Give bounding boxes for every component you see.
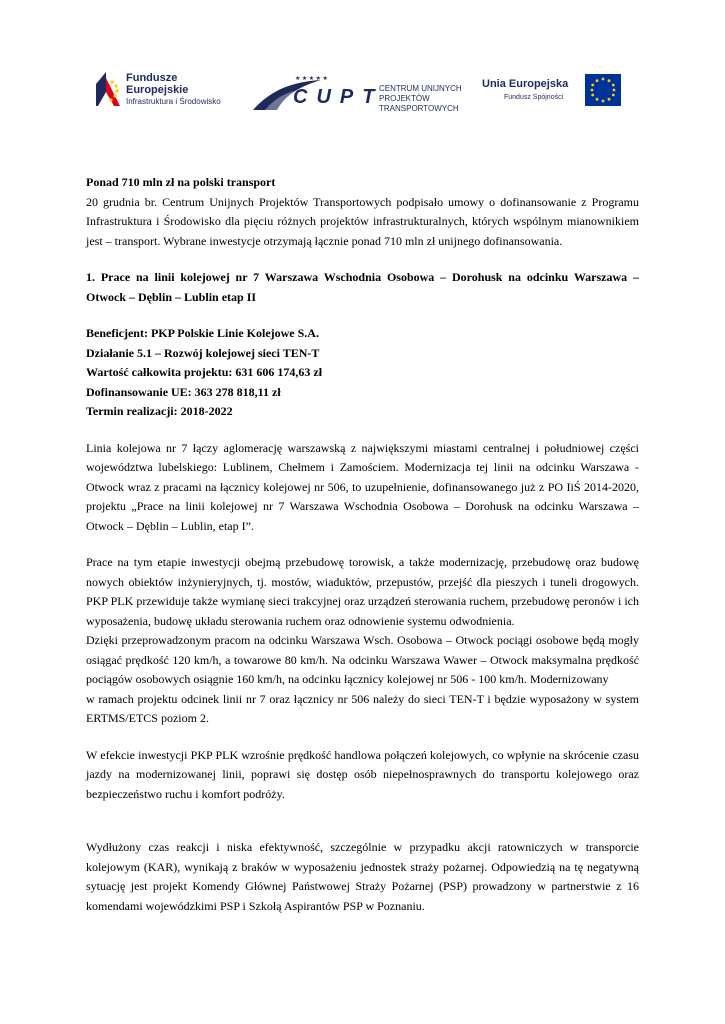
fe-emblem-icon <box>94 70 122 108</box>
fundusze-europejskie-logo <box>94 70 224 112</box>
detail-beneficiary: Beneficjent: PKP Polskie Linie Kolejowe S.A. <box>86 326 319 340</box>
detail-eu-funding: Dofinansowanie UE: 363 278 818,11 zł <box>86 384 281 399</box>
cupt-name-line1: CENTRUM UNIJNYCH <box>379 84 462 93</box>
paragraph-fire-service: Wydłużony czas reakcji i niska efektywność, szczególnie w przypadku akcji ratowniczych w transporcie kolejowym (KAR), wynikają z braków w wyposażeniu jednostek straży pożarnej. Odpowiedzią na tę negatywną sytuację jest projekt Komendy Głównej Państwowej Straży Pożarnej (PSP) prowadzony w partnerstwie z 16 komendami wojewódzkimi PSP i Szkołą Aspirantów PSP w Poznaniu. <box>86 840 639 913</box>
ue-line1: Unia Europejska <box>482 78 569 90</box>
paragraph-works-scope: Prace na tym etapie inwestycji obejmą przebudowę torowisk, a także modernizację, przebudowę oraz budowę nowych obiektów inżynieryjnych, tj. mostów, wiaduktów, przepustów, przejść dla pieszych i tuneli drogowych. PKP PLK przewiduje także wymianę sieci trakcyjnej oraz urządzeń sterowania ruchem, przebudowę peronów i ich wyposażenia, budowę układu sterowania ruchem oraz odnowienie systemu odwodnienia. <box>86 555 639 628</box>
document-body <box>86 173 639 916</box>
fe-line1: Fundusze <box>126 72 178 84</box>
eu-flag-icon <box>585 74 621 106</box>
cupt-acronym: CUPT <box>293 86 384 108</box>
project-1-details <box>86 324 639 422</box>
project-1-heading: 1. Prace na linii kolejowej nr 7 Warszawa Wschodnia Osobowa – Dorohusk na odcinku Warszawa – Otwock – Dęblin – Lublin etap II <box>86 270 639 304</box>
intro-paragraph: 20 grudnia br. Centrum Unijnych Projektów Transportowych podpisało umowy o dofinansowanie z Programu Infrastruktura i Środowisko dla pięciu różnych projektów infrastrukturalnych, których wspólnym mianownikiem jest – transport. Wybrane inwestycje otrzymają łącznie ponad 710 mln zł unijnego dofinansowania. <box>86 194 639 248</box>
cupt-logo <box>251 72 461 112</box>
detail-action: Działanie 5.1 – Rozwój kolejowej sieci TEN-T <box>86 345 320 360</box>
detail-total-value: Wartość całkowita projektu: 631 606 174,63 zł <box>86 365 323 379</box>
article-title: Ponad 710 mln zł na polski transport <box>86 175 276 189</box>
cupt-name-line2: PROJEKTÓW TRANSPORTOWYCH <box>379 94 459 113</box>
paragraph-speeds: Dzięki przeprowadzonym pracom na odcinku Warszawa Wsch. Osobowa – Otwock pociągi osobowe będą mogły osiągać prędkość 120 km/h, a towarowe 80 km/h. Na odcinku Warszawa Wawer – Otwock maksymalna prędkość pociągów osobowych osiągnie 160 km/h, na odcinku łącznicy kolejowej nr 506 - 100 km/h. Modernizowany <box>86 633 639 686</box>
ue-line2: Fundusz Spójności <box>504 94 564 101</box>
logo-bar <box>0 66 725 116</box>
fe-line2: Europejskie <box>126 84 189 96</box>
svg-text:★ ★ ★ ★ ★: ★ ★ ★ ★ ★ <box>295 76 328 82</box>
unia-europejska-logo <box>482 72 622 112</box>
paragraph-effects: W efekcie inwestycji PKP PLK wzrośnie prędkość handlowa połączeń kolejowych, co wpłynie na skrócenie czasu jazdy na modernizowanej linii, poprawi się dostęp osób niepełnosprawnych do transportu kolejowego oraz bezpieczeństwo ruchu i komfort podróży. <box>86 747 639 801</box>
paragraph-line-7: Linia kolejowa nr 7 łączy aglomerację warszawską z największymi miastami centralnej i południowej części województwa lubelskiego: Lublinem, Chełmem i Zamościem. Modernizacja tej linii na odcinku Warszawa - Otwock wraz z pracami na łącznicy kolejowej nr 506, to uzupełnienie, dofinansowanego już z PO IiŚ 2014-2020, projektu „Prace na linii kolejowej nr 7 Warszawa Wschodnia Osobowa – Dorohusk na odcinku Warszawa – Otwock – Dęblin – Lublin, etap I”. <box>86 440 639 533</box>
fe-line3: Infrastruktura i Środowisko <box>126 97 221 106</box>
detail-deadline: Termin realizacji: 2018-2022 <box>86 404 233 418</box>
paragraph-ten-t: w ramach projektu odcinek linii nr 7 oraz łącznicy nr 506 należy do sieci TEN-T i będzie wyposażony w system ERTMS/ETCS poziom 2. <box>86 691 639 725</box>
